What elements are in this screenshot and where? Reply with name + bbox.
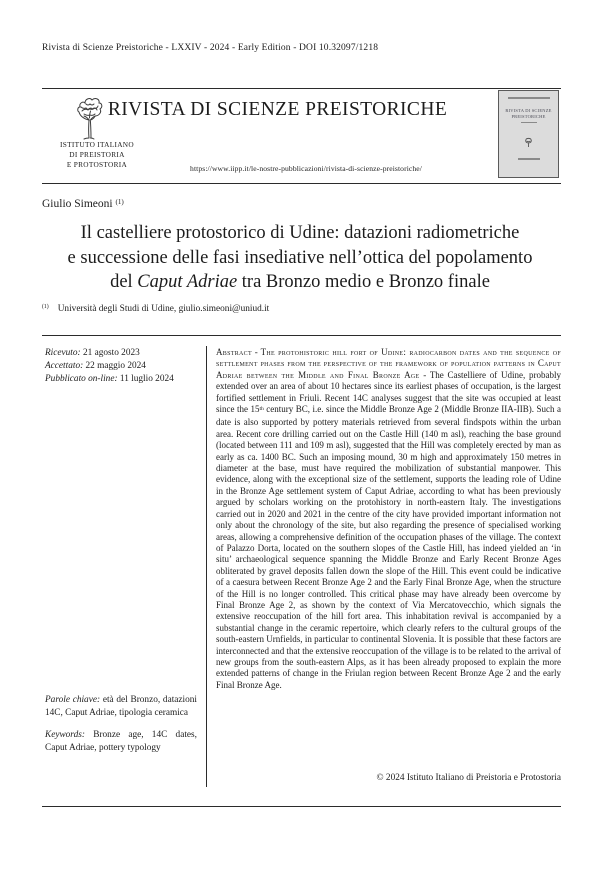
author-affiliation-marker: (1) xyxy=(115,197,124,206)
cover-title xyxy=(504,108,554,119)
journal-title: RIVISTA DI SCIENZE PREISTORICHE xyxy=(107,99,448,120)
keywords-block xyxy=(45,694,197,764)
cover-top-text-bar xyxy=(508,97,550,99)
accepted-date: 22 maggio 2024 xyxy=(85,361,146,371)
cover-separator xyxy=(521,122,537,123)
abstract-paragraph: Abstract - The protohistoric hill fort of Udine: radiocarbon dates and the sequence of settlement phases from the perspective of the framework of population patterns in Caput Adriae between the Middle and Final Bronze Age - The Castelliere of Udine, probably extended over an area of about 10 hectares since its earliest phases of occupation, is the largest fortified settlement in Friuli. Recent 14C analyses suggest that the site was occupied at least since the 15th century BC, i.e. since the Middle Bronze Age 2 (Middle Bronze IIA-IIB). Such a date is also supported by pottery materials retrieved from several findspots within the urban area. Recent core drilling carried out on the Castle Hill (140 m asl), reaching the base ground (located between 111 and 109 m asl), suggested that the Hill was completely erected by man as early as ca. 1400 BC. Such an imposing mound, 30 m high and approximately 150 metres in diameter at the base, must have required the mobilization of substantial manpower. This evidence, along with the exceptional size of the settlement, supports the leading role of Udine in the Bronze Age settlement system of Caput Adriae, according to what has been previously argued by scholars working on the protohistory in north-eastern Italy. The investigations carried out in 2020 and 2021 in the centre of the city have provided important information not only about the chronology of the site, but also regarding the presence of specialised working areas, allowing a comprehensive definition of the occupation phases of the village. The context of Palazzo Dorta, located on the southern slopes of the Castle Hill, has indeed yielded an ‘in situ’ archaeological sequence spanning the Middle Bronze and Early Recent Bronze Ages obliterated by gravel deposits fallen down the slope of the Hill. This event could be indicative of a caesura between Recent Bronze Age 2 and the Early Final Bronze Age, when the structure of the Hill is no longer controlled. This critical phase may have already been overcome by Final Bronze Age 2, as shown by the context of Via Mercatovecchio, which signals the extensive reoccupation of the hill fort area. This inhabitation revival is accompanied by a substantial change in the ceramic repertoire, which clearly refers to the cultural groups of the south-eastern Urnfields, in particular to continental Slovenia. It is possible that these factors are interconnected and that the extensive reoccupation of the village is to be related to the arrival of new groups from the south-eastern Alps, as it has been already proposed to explain the more extended patterns of change in the Friulan region between Recent Bronze Age 2 and the early Final Bronze Age. xyxy=(216,347,562,690)
keywords xyxy=(45,729,197,755)
keywords-values: Bronze age, 14C dates, Caput Adriae, pottery typology xyxy=(45,730,197,753)
accepted-row xyxy=(45,360,197,373)
cover-title-line2: PREISTORICHE xyxy=(511,113,546,119)
parole-chiave-values: età del Bronzo, datazioni 14C, Caput Adriae, tipologia ceramica xyxy=(45,695,198,718)
abstract-heading: Abstract xyxy=(216,347,252,357)
journal-url-text[interactable]: https://www.iipp.it/le-nostre-pubblicazioni/rivista-di-scienze-preistoriche/ xyxy=(190,164,422,173)
published-date: 11 luglio 2024 xyxy=(119,374,174,384)
journal-url-link[interactable] xyxy=(150,164,462,173)
institute-name-line3: E PROTOSTORIA xyxy=(66,160,128,169)
page-bottom-rule xyxy=(42,806,561,807)
abstract-english-title: The protohistoric hill fort of Udine: radiocarbon dates and the sequence of settlement phases from the perspective of the framework of population patterns in Caput Adriae between the Middle and Final Bronze Age xyxy=(216,347,562,380)
article-title xyxy=(55,221,545,295)
affiliation-marker: (1) xyxy=(42,304,49,311)
article-title-latin-phrase: Caput Adriae xyxy=(137,272,238,292)
columns-top-rule xyxy=(42,335,561,336)
ordinal-superscript: th xyxy=(259,405,264,412)
keywords-label: Keywords: xyxy=(45,730,85,740)
running-head: Rivista di Scienze Preistoriche - LXXIV - 2024 - Early Edition - DOI 10.32097/1218 xyxy=(42,43,379,53)
received-row xyxy=(45,347,197,360)
accepted-label: Accettato: xyxy=(45,361,84,371)
journal-cover-thumbnail xyxy=(498,90,559,178)
author-name: Giulio Simeoni xyxy=(42,198,113,210)
article-title-line1: Il castelliere protostorico di Udine: datazioni radiometriche xyxy=(80,223,520,243)
institute-name-line2: DI PREISTORIA xyxy=(69,150,125,159)
abstract-body-1: The Castelliere of Udine, probably extended over an area of about 10 hectares since its earliest phases of occupation, is the largest fortified settlement in Friuli. Recent 14C analyses suggest that the site was occupied at least since the 15 xyxy=(216,369,561,415)
column-divider xyxy=(206,346,207,787)
affiliation-text: Università degli Studi di Udine, giulio.simeoni@uniud.it xyxy=(57,304,270,314)
received-date: 21 agosto 2023 xyxy=(82,348,140,358)
masthead-bottom-rule xyxy=(42,183,561,184)
published-row xyxy=(45,373,197,386)
copyright-line: © 2024 Istituto Italiano di Preistoria e Protostoria xyxy=(376,773,561,783)
parole-chiave xyxy=(45,694,197,720)
cover-title-line1: RIVISTA DI SCIENZE xyxy=(505,108,552,113)
cover-emblem-icon xyxy=(524,137,533,148)
affiliation-line xyxy=(42,304,269,314)
abstract-body-2: century BC, i.e. since the Middle Bronze Age 2 (Middle Bronze IIA-IIB). Such a date is also supported by pottery materials retrieved from several findspots within the urban area. Recent core drilling carried out on the Castle Hill (140 m asl), reaching the base ground (located between 111 and 109 m asl), suggested that the Hill was completely erected by man as early as ca. 1400 BC. Such an imposing mound, 30 m high and approximately 150 metres in diameter at the base, must have required the mobilization of substantial manpower. This evidence, along with the exceptional size of the settlement, supports the leading role of Udine in the Bronze Age settlement system of Caput Adriae, according to what has been previously argued by scholars working on the protohistory in north-eastern Italy. The investigations carried out in 2020 and 2021 in the centre of the city have provided important information not only about the chronology of the site, but also regarding the presence of specialised working areas, allowing a comprehensive definition of the occupation phases of the village. The context of Palazzo Dorta, located on the southern slopes of the Castle Hill, has indeed yielded an ‘in situ’ archaeological sequence spanning the Middle Bronze and Early Recent Bronze Ages obliterated by gravel deposits fallen down the slope of the Hill. This event could be indicative of a caesura between Recent Bronze Age 2 and the Early Final Bronze Age, when the structure of the Hill is no longer controlled. This critical phase may have already been overcome by Final Bronze Age 2, as shown by the context of Via Mercatovecchio, which signals the extensive reoccupation of the hill fort area. This inhabitation revival is accompanied by a substantial change in the ceramic repertoire, which clearly refers to the cultural groups of the south-eastern Urnfields, in particular to continental Slovenia. It is possible that these factors are interconnected and that the extensive reoccupation of the village is to be related to the arrival of new groups from the south-eastern Alps, as it has been already proposed to explain the more extended patterns of change in the Friulan region between Recent Bronze Age 2 and the early Final Bronze Age. xyxy=(216,404,561,690)
abstract-section xyxy=(216,347,561,691)
institute-name xyxy=(38,140,156,170)
institute-name-line1: ISTITUTO ITALIANO xyxy=(60,140,134,149)
author-line xyxy=(42,198,124,210)
parole-chiave-label: Parole chiave: xyxy=(45,695,101,705)
published-label: Pubblicato on-line: xyxy=(45,374,118,384)
article-history xyxy=(45,347,197,386)
masthead-top-rule xyxy=(42,88,561,89)
article-title-line2: e successione delle fasi insediative nell’ottica del popolamento xyxy=(67,247,533,268)
cover-bottom-text-bar xyxy=(518,158,540,160)
received-label: Ricevuto: xyxy=(45,348,81,358)
article-title-line3: del Caput Adriae tra Bronzo medio e Bronzo finale xyxy=(110,272,490,292)
